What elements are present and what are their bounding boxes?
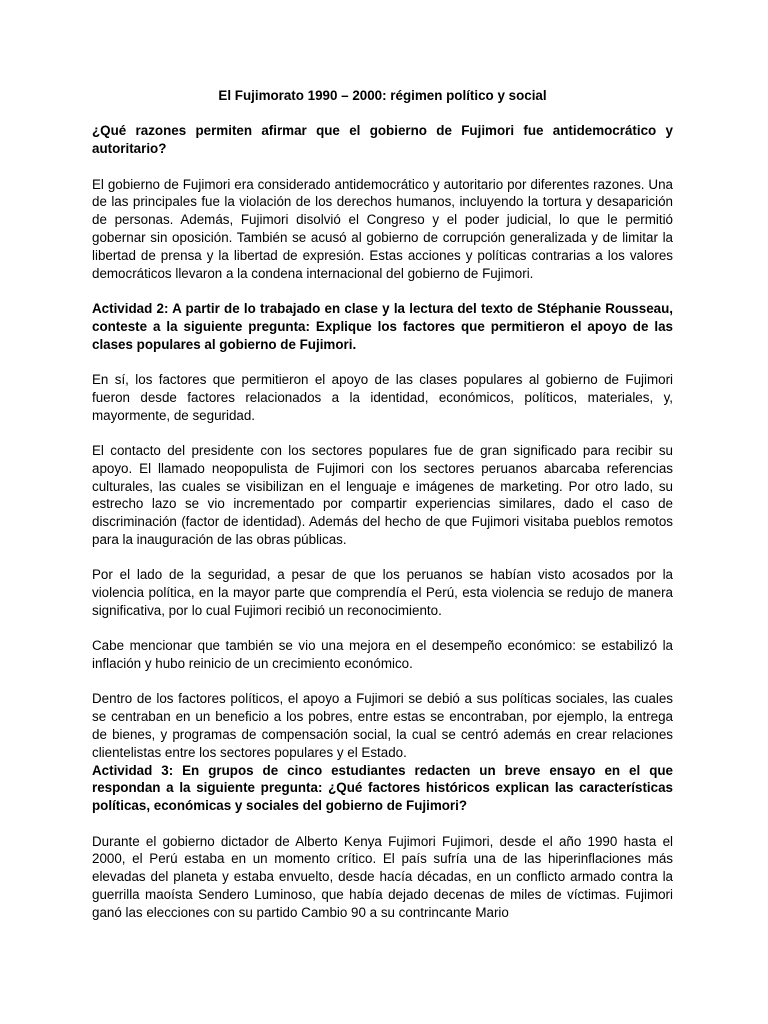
body-paragraph: Durante el gobierno dictador de Alberto Kenya Fujimori Fujimori, desde el año 1990 hasta el 2000, el Perú estaba en un momento crítico. El país sufría una de las hiperinflaciones más elevadas del planeta y estaba envuelto, desde hacía décadas, en un conflicto armado contra la guerrilla maoísta Sendero Luminoso, que había dejado decenas de miles de víctimas. Fujimori ganó las elecciones con su partido Cambio 90 a su contrincante Mario <box>92 833 673 920</box>
question-heading: ¿Qué razones permiten afirmar que el gobierno de Fujimori fue antidemocrático y autoritario? <box>92 123 673 157</box>
answer-paragraph: El gobierno de Fujimori era considerado antidemocrático y autoritario por diferentes razones. Una de las principales fue la violación de los derechos humanos, incluyendo la tortura y desaparición de personas. Además, Fujimori disolvió el Congreso y el poder judicial, lo que le permitió gobernar sin oposición. También se acusó al gobierno de corrupción generalizada y de limitar la libertad de prensa y la libertad de expresión. Estas acciones y políticas contrarias a los valores democráticos llevaron a la condena internacional del gobierno de Fujimori. <box>92 176 673 281</box>
body-paragraph: Por el lado de la seguridad, a pesar de que los peruanos se habían visto acosados por la violencia política, en la mayor parte que comprendía el Perú, esta violencia se redujo de manera significativa, por lo cual Fujimori recibió un reconocimiento. <box>92 567 673 618</box>
activity-2-heading: Actividad 2: A partir de lo trabajado en clase y la lectura del texto de Stéphanie Rousseau, conteste a la siguiente pregunta: Explique los factores que permitieron el apoyo de las clases populares al gobierno de Fujimori. <box>92 300 673 352</box>
document-body <box>92 87 673 939</box>
body-paragraph: Cabe mencionar que también se vio una mejora en el desempeño económico: se estabilizó la inflación y hubo reinicio de un crecimiento económico. <box>92 638 673 672</box>
activity-3-heading: Actividad 3: En grupos de cinco estudiantes redacten un breve ensayo en el que respondan a la siguiente pregunta: ¿Qué factores históricos explican las características políticas, económicas y sociales del gobierno de Fujimori? <box>92 762 673 814</box>
body-paragraph: Dentro de los factores políticos, el apoyo a Fujimori se debió a sus políticas sociales, las cuales se centraban en un beneficio a los pobres, entre estas se encontraban, por ejemplo, la entrega de bienes, y programas de compensación social, la cual se centró además en crear relaciones clientelistas entre los sectores populares y el Estado. <box>92 691 673 760</box>
document-title: El Fujimorato 1990 – 2000: régimen político y social <box>218 88 547 103</box>
body-paragraph: El contacto del presidente con los sectores populares fue de gran significado para recibir su apoyo. El llamado neopopulista de Fujimori con los sectores peruanos abarcaba referencias culturales, las cuales se visibilizan en el lenguaje e imágenes de marketing. Por otro lado, su estrecho lazo se vio incrementado por compartir experiencias similares, dado el caso de discriminación (factor de identidad). Además del hecho de que Fujimori visitaba pueblos remotos para la inauguración de las obras públicas. <box>92 442 673 547</box>
body-paragraph: En sí, los factores que permitieron el apoyo de las clases populares al gobierno de Fujimori fueron desde factores relacionados a la identidad, económicos, políticos, materiales, y, mayormente, de seguridad. <box>92 371 673 423</box>
